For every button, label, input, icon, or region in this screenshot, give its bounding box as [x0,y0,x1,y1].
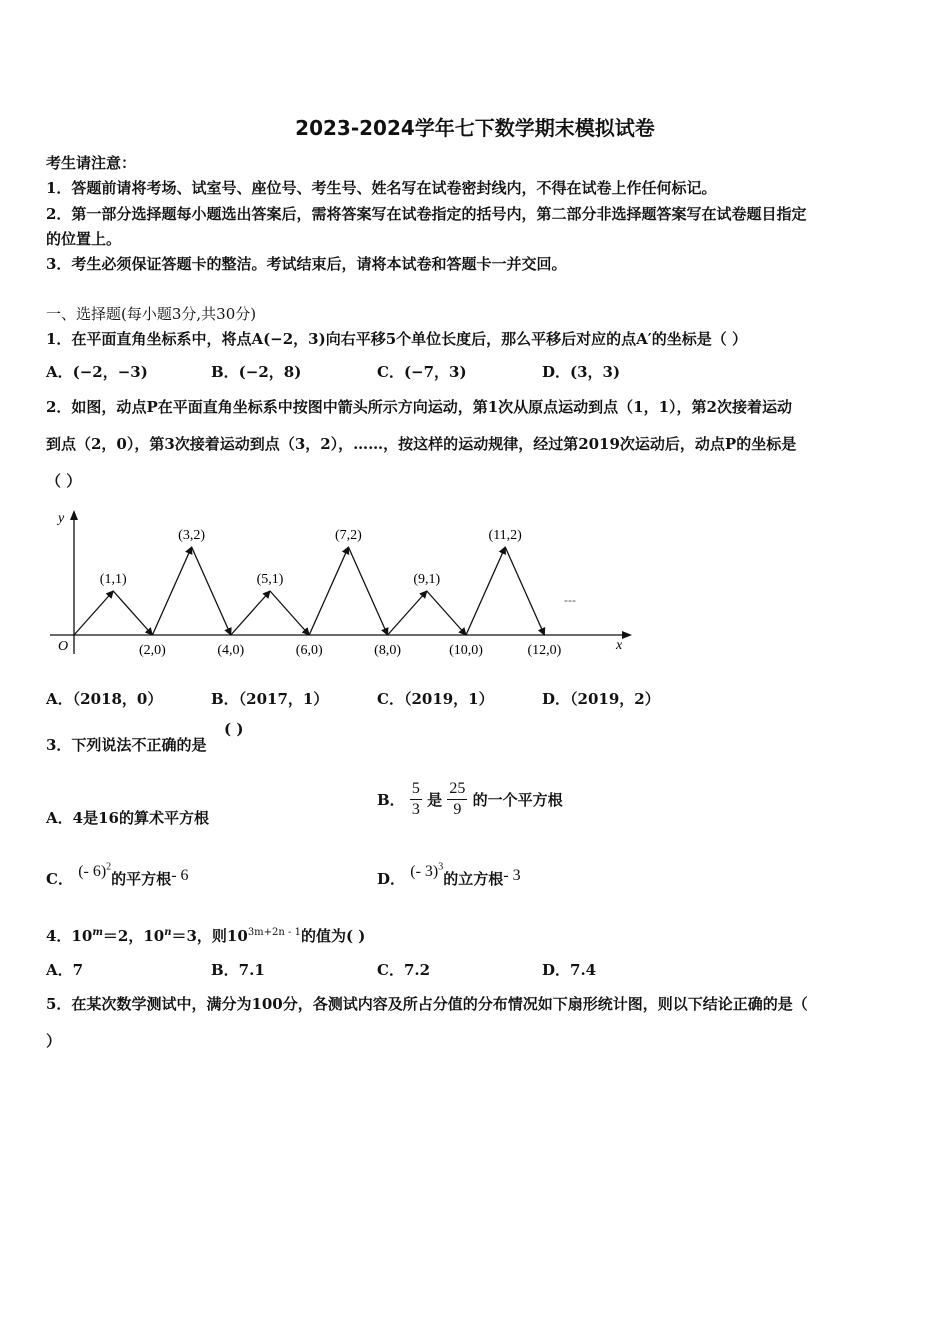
path-segment [309,547,348,635]
q1-option-a: A．(−2，−3) [46,363,148,381]
q2-stem-2: 到点（2，0），第3次接着运动到点（3，2），……，按这样的运动规律，经过第2019次运动后，动点P的坐标是 [46,435,797,453]
notice-item-2a: 2．第一部分选择题每小题选出答案后，需将答案写在试卷指定的括号内，第二部分非选择题答案写在试卷题目指定 [46,205,807,223]
q4-option-b: B．7.1 [211,961,265,979]
q3-option-d-prefix: D． [377,870,406,888]
continuation-dots: --- [564,593,576,607]
notice-item-2b: 的位置上。 [46,230,122,248]
path-segment [74,591,113,635]
q3-option-c-prefix: C． [46,870,73,888]
page-title: 2023-2024学年七下数学期末模拟试卷 [295,116,655,140]
q3-option-d [377,861,521,889]
q1-option-b: B．(−2，8) [211,363,302,381]
q3-option-b-prefix: B． [377,791,405,809]
point-labels [100,528,562,658]
q3-d-expression [410,863,443,880]
point-label: (6,0) [295,643,323,658]
point-label: (7,2) [334,528,362,543]
q1-option-c: C．(−7，3) [377,363,467,381]
path-segment [113,591,152,635]
q2-option-d: D．（2019，2） [542,690,660,708]
q4-exp-n: n [164,927,172,938]
q3-option-c-mid: 的平方根 [111,870,172,888]
point-label: (10,0) [449,643,483,658]
expr-base: (- 6) [78,863,107,880]
q4-exp-m: m [92,927,103,938]
expr-exponent: 2 [106,861,112,873]
path-segment [192,547,231,635]
path-segment [505,547,544,635]
x-axis-label: x [616,638,623,653]
q3-c-expression [78,863,111,880]
fraction-denominator: 3 [411,801,420,818]
q3-stem: 3．下列说法不正确的是 [46,736,207,754]
y-axis-arrow [70,510,78,520]
q3-b-fraction-2 [447,779,467,820]
notice-heading: 考生请注意： [46,154,137,172]
point-label: (5,1) [256,572,284,587]
path-segment [231,591,270,635]
q3-option-b-suffix: 的一个平方根 [472,791,563,809]
q3-paren: ( ) [224,720,244,738]
q3-option-b [377,779,563,820]
q3-option-b-mid: 是 [427,791,443,809]
point-label: (4,0) [217,643,245,658]
fraction-numerator: 5 [410,779,422,800]
q2-option-c: C．（2019，1） [377,690,494,708]
section-heading: 一、选择题(每小题3分,共30分) [46,305,257,323]
q4-stem [46,925,365,946]
q2-option-b: B．（2017，1） [211,690,329,708]
q1-stem: 1．在平面直角坐标系中，将点A(−2，3)向右平移5个单位长度后，那么平移后对应的点A′的坐标是（ ） [46,330,747,348]
point-label: (12,0) [527,643,562,658]
q4-option-a: A．7 [46,961,84,979]
q4-exponent: 3m+2n - 1 [247,927,301,938]
point-label: (3,2) [178,528,206,543]
q3-c-value: - 6 [171,867,189,884]
q5-stem-1: 5．在某次数学测试中，满分为100分，各测试内容及所占分值的分布情况如下扇形统计图，则以下结论正确的是（ [46,995,808,1013]
q3-d-value: - 3 [503,867,521,884]
q1-option-d: D．(3，3) [542,363,621,381]
q2-stem-1: 2．如图，动点P在平面直角坐标系中按图中箭头所示方向运动，第1次从原点运动到点（1，1），第2次接着运动 [46,398,792,416]
q4-part-4: 的值为( ) [300,927,366,945]
point-label: (11,2) [488,528,522,543]
q5-stem-2: ） [46,1032,62,1050]
q2-option-a: A．（2018，0） [46,690,163,708]
path-segment [270,591,309,635]
q4-part-2: ＝2，10 [102,927,165,945]
path-segment [348,547,387,635]
q4-option-d: D．7.4 [542,961,597,979]
x-axis-arrow [622,631,632,639]
fraction-denominator: 9 [453,801,462,818]
point-label: (9,1) [413,572,441,587]
q3-option-a: A．4是16的算术平方根 [46,809,209,827]
q4-option-c: C．7.2 [377,961,431,979]
notice-item-3: 3．考生必须保证答题卡的整洁。考试结束后，请将本试卷和答题卡一并交回。 [46,255,567,273]
point-label: (1,1) [99,572,127,587]
path-segment [466,547,505,635]
expr-exponent: 3 [438,861,444,873]
path-segment [388,591,427,635]
fraction-numerator: 25 [447,779,467,800]
point-label: (2,0) [138,643,166,658]
path-segment [152,547,191,635]
path-segments [74,547,544,635]
point-label: (8,0) [374,643,402,658]
q4-part-3: ＝3，则10 [171,927,248,945]
y-axis-label: y [58,511,65,526]
notice-item-1: 1．答题前请将考场、试室号、座位号、考生号、姓名写在试卷密封线内，不得在试卷上作任何标记。 [46,179,717,197]
q4-part-1: 4．10 [46,927,93,945]
q3-option-c [46,861,189,889]
q3-option-d-mid: 的立方根 [443,870,504,888]
origin-label: O [58,639,69,654]
expr-base: (- 3) [410,863,439,880]
path-segment [427,591,466,635]
motion-path-chart [44,504,634,664]
q2-stem-3: （ ） [46,472,82,490]
q3-b-fraction-1 [410,779,422,820]
